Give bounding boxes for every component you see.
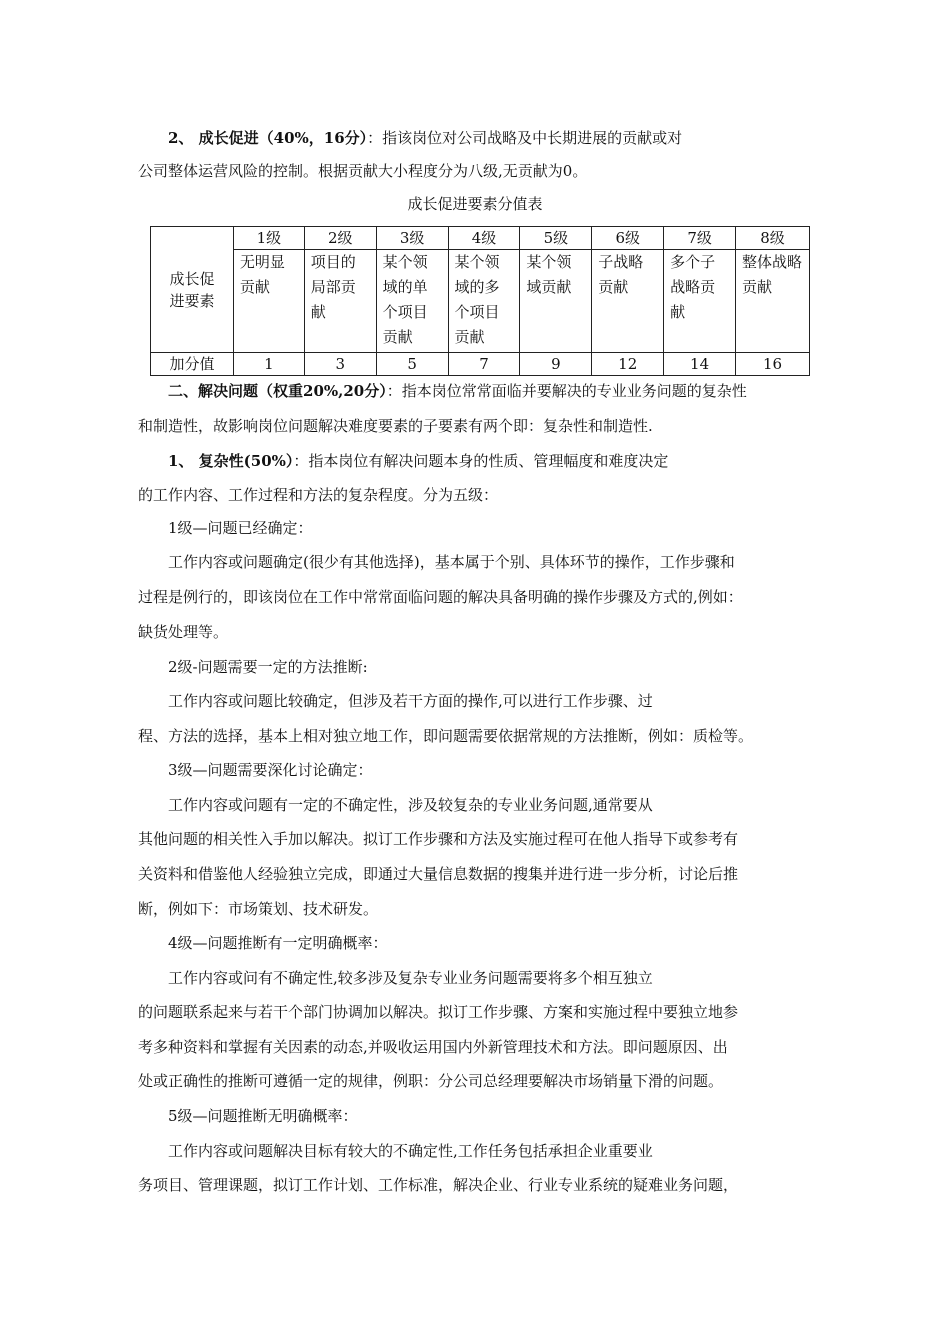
level-header: 3级 <box>376 227 448 250</box>
complexity-text-1: ：指本岗位有解决问题本身的性质、管理幅度和难度决定 <box>293 452 669 470</box>
level-description: 项目的局部贡献 <box>304 250 376 353</box>
table-score-row <box>151 353 810 376</box>
level-description: 整体战略贡献 <box>736 250 810 353</box>
level-3-line-a: 工作内容或问题有一定的不确定性，涉及较复杂的专业业务问题,通常要从 <box>168 796 653 814</box>
score-value: 14 <box>664 353 736 376</box>
level-4-line-c: 考多种资料和掌握有关因素的动态,并吸收运用国内外新管理技术和方法。即问题原因、出 <box>138 1038 728 1056</box>
problem-heading: 二、解决问题（权重20%,20分） <box>168 382 387 400</box>
level-1-line-b: 过程是例行的，即该岗位在工作中常常面临问题的解决具备明确的操作步骤及方式的,例如： <box>138 588 743 606</box>
level-3-line-d: 断，例如下：市场策划、技术研发。 <box>138 900 379 918</box>
growth-text-1: ：指该岗位对公司战略及中长期进展的贡献或对 <box>367 129 683 147</box>
level-description: 某个领域的多个项目贡献 <box>448 250 520 353</box>
row-label: 成长促进要素 <box>169 269 215 310</box>
level-3-line-b: 其他问题的相关性入手加以解决。拟订工作步骤和方法及实施过程可在他人指导下或参考有 <box>138 830 739 848</box>
problem-text-1: ：指本岗位常常面临并要解决的专业业务问题的复杂性 <box>386 382 747 400</box>
problem-paragraph-line-1 <box>168 381 747 401</box>
level-3-title: 3级—问题需要深化讨论确定： <box>168 761 373 779</box>
level-1-line-c: 缺货处理等。 <box>138 623 229 641</box>
level-description: 多个子战略贡献 <box>664 250 736 353</box>
level-description: 某个领域贡献 <box>520 250 592 353</box>
score-value: 5 <box>376 353 448 376</box>
score-value: 7 <box>448 353 520 376</box>
level-4-line-a: 工作内容或问有不确定性,较多涉及复杂专业业务问题需要将多个相互独立 <box>168 969 653 987</box>
complexity-paragraph-line-1 <box>168 451 668 471</box>
growth-paragraph-line-1 <box>168 128 682 148</box>
score-value: 1 <box>233 353 304 376</box>
score-value: 3 <box>304 353 376 376</box>
score-label: 加分值 <box>151 353 234 376</box>
problem-paragraph-line-2: 和制造性，故影响岗位问题解决难度要素的子要素有两个即：复杂性和制造性. <box>138 417 653 435</box>
table-description-row <box>151 250 810 353</box>
level-3-line-c: 关资料和借鉴他人经验独立完成，即通过大量信息数据的搜集并进行进一步分析，讨论后推 <box>138 865 739 883</box>
level-4-title: 4级—问题推断有一定明确概率： <box>168 934 388 952</box>
complexity-paragraph-line-2: 的工作内容、工作过程和方法的复杂程度。分为五级： <box>138 486 499 504</box>
level-1-line-a: 工作内容或问题确定(很少有其他选择)，基本属于个别、具体环节的操作，工作步骤和 <box>168 553 735 571</box>
level-2-line-a: 工作内容或问题比较确定，但涉及若干方面的操作,可以进行工作步骤、过 <box>168 692 653 710</box>
level-5-title: 5级—问题推断无明确概率： <box>168 1107 358 1125</box>
level-header: 6级 <box>592 227 664 250</box>
level-header: 4级 <box>448 227 520 250</box>
level-header: 5级 <box>520 227 592 250</box>
row-label-cell <box>151 227 234 353</box>
growth-heading: 2、 成长促进（40%，16分） <box>168 129 368 147</box>
level-description: 子战略贡献 <box>592 250 664 353</box>
table-header-row <box>151 227 810 250</box>
level-2-title: 2级-问题需要一定的方法推断: <box>168 658 368 676</box>
level-header: 1级 <box>233 227 304 250</box>
growth-paragraph-line-2: 公司整体运营风险的控制。根据贡献大小程度分为八级,无贡献为0。 <box>138 162 588 180</box>
score-value: 9 <box>520 353 592 376</box>
level-1-title: 1级—问题已经确定： <box>168 519 313 537</box>
level-5-line-b: 务项目、管理课题，拟订工作计划、工作标准，解决企业、行业专业系统的疑难业务问题， <box>138 1176 739 1194</box>
level-4-line-b: 的问题联系起来与若干个部门协调加以解决。拟订工作步骤、方案和实施过程中要独立地参 <box>138 1003 739 1021</box>
level-header: 7级 <box>664 227 736 250</box>
level-5-line-a: 工作内容或问题解决目标有较大的不确定性,工作任务包括承担企业重要业 <box>168 1142 653 1160</box>
score-value: 12 <box>592 353 664 376</box>
score-value: 16 <box>736 353 810 376</box>
level-description: 某个领域的单个项目贡献 <box>376 250 448 353</box>
level-header: 2级 <box>304 227 376 250</box>
level-4-line-d: 处或正确性的推断可遵循一定的规律，例职：分公司总经理要解决市场销量下滑的问题。 <box>138 1072 724 1090</box>
level-header: 8级 <box>736 227 810 250</box>
table-caption: 成长促进要素分值表 <box>407 195 543 213</box>
growth-score-table <box>150 226 810 376</box>
complexity-heading: 1、 复杂性(50%） <box>168 452 294 470</box>
level-2-line-b: 程、方法的选择，基本上相对独立地工作，即问题需要依据常规的方法推断，例如：质检等。 <box>138 727 754 745</box>
level-description: 无明显贡献 <box>233 250 304 353</box>
